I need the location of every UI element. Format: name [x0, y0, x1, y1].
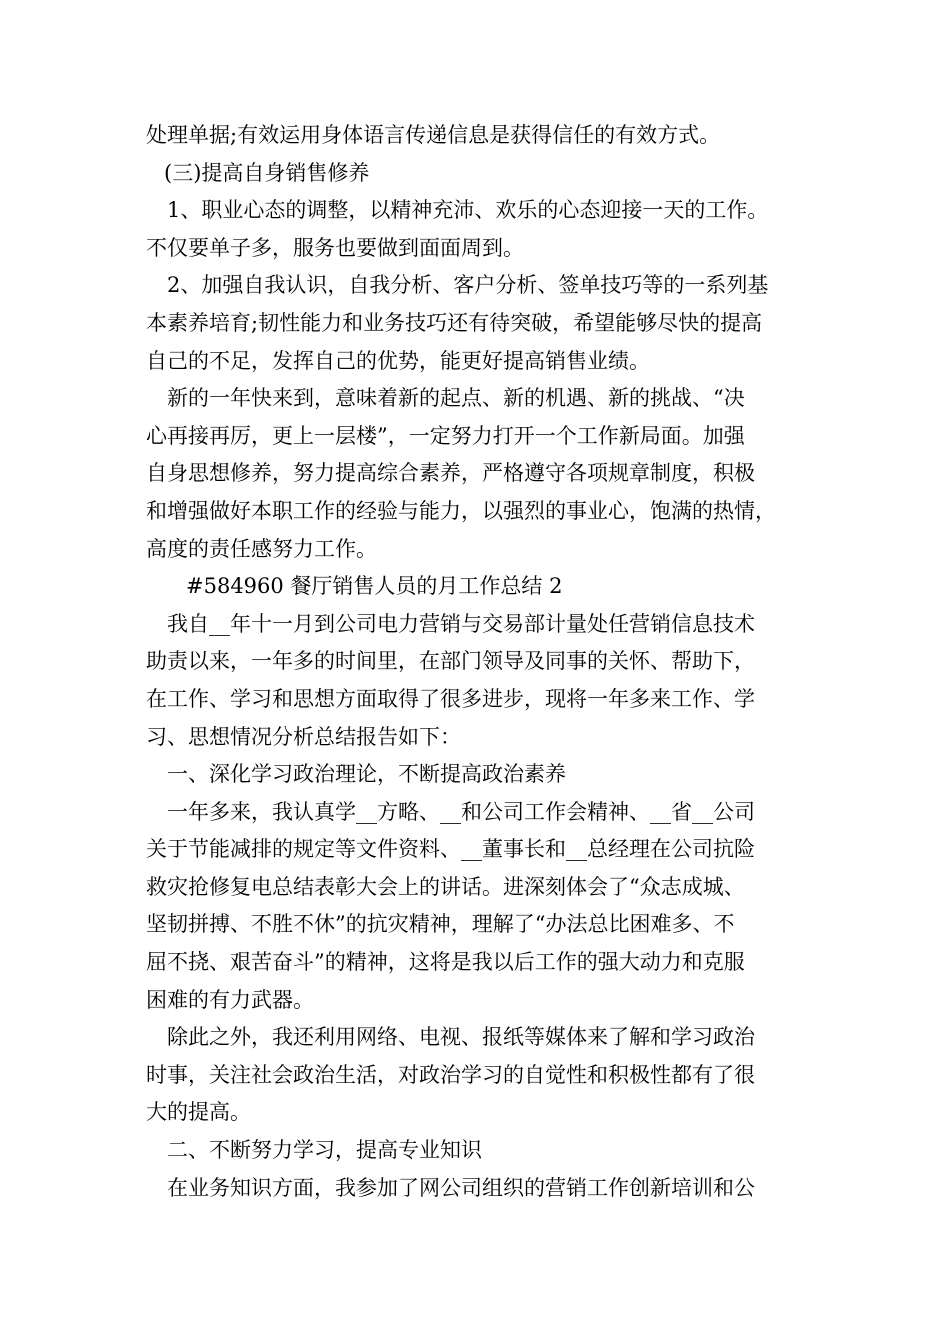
- text-line: 处理单据;有效运用身体语言传递信息是获得信任的有效方式。: [146, 123, 721, 147]
- text-line: 习、思想情况分析总结报告如下：: [146, 724, 461, 749]
- text-line: 和增强做好本职工作的经验与能力，以强烈的事业心，饱满的热情，: [146, 498, 776, 523]
- text-line: 自己的不足，发挥自己的优势，能更好提高销售业绩。: [146, 348, 650, 373]
- text-line: 心再接再厉，更上一层楼”，一定努力打开一个工作新局面。加强: [146, 423, 745, 448]
- text-line: 在业务知识方面，我参加了网公司组织的营销工作创新培训和公: [167, 1175, 755, 1200]
- text-line: 自身思想修养，努力提高综合素养，严格遵守各项规章制度，积极: [146, 461, 755, 486]
- text-line: 救灾抢修复电总结表彰大会上的讲话。进深刻体会了“众志成城、: [146, 874, 745, 899]
- text-line: 本素养培育;韧性能力和业务技巧还有待突破，希望能够尽快的提高: [146, 310, 763, 335]
- section-heading: (三)提高自身销售修养: [164, 160, 370, 185]
- text-line: 关于节能减排的规定等文件资料、__董事长和__总经理在公司抗险: [146, 837, 755, 862]
- text-line: 在工作、学习和思想方面取得了很多进步，现将一年多来工作、学: [146, 686, 755, 711]
- text-line: 时事，关注社会政治生活，对政治学习的自觉性和积极性都有了很: [146, 1062, 755, 1087]
- text-line: 新的一年快来到，意味着新的起点、新的机遇、新的挑战、“决: [167, 386, 745, 411]
- text-line: 我自__年十一月到公司电力营销与交易部计量处任营销信息技术: [167, 611, 755, 636]
- text-line: 1、职业心态的调整，以精神充沛、欢乐的心态迎接一天的工作。: [167, 198, 769, 223]
- text-line: 屈不挠、艰苦奋斗”的精神，这将是我以后工作的强大动力和克服: [146, 950, 745, 975]
- text-line: 除此之外，我还利用网络、电视、报纸等媒体来了解和学习政治: [167, 1025, 755, 1050]
- text-line: 坚韧拼搏、不胜不休”的抗灾精神，理解了“办法总比困难多、不: [146, 912, 735, 937]
- document-title: #584960 餐厅销售人员的月工作总结 2: [186, 574, 563, 599]
- text-line: 2、加强自我认识，自我分析、客户分析、签单技巧等的一系列基: [167, 273, 769, 298]
- text-line: 高度的责任感努力工作。: [146, 536, 377, 561]
- text-line: 困难的有力武器。: [146, 987, 314, 1012]
- text-line: 大的提高。: [146, 1100, 251, 1125]
- section-heading: 一、深化学习政治理论，不断提高政治素养: [167, 762, 566, 787]
- text-line: 不仅要单子多，服务也要做到面面周到。: [146, 235, 524, 260]
- text-line: 一年多来，我认真学__方略、__和公司工作会精神、__省__公司: [167, 799, 755, 824]
- section-heading: 二、不断努力学习，提高专业知识: [167, 1138, 482, 1163]
- text-line: 助责以来，一年多的时间里，在部门领导及同事的关怀、帮助下，: [146, 649, 755, 674]
- document-body: [146, 117, 826, 1207]
